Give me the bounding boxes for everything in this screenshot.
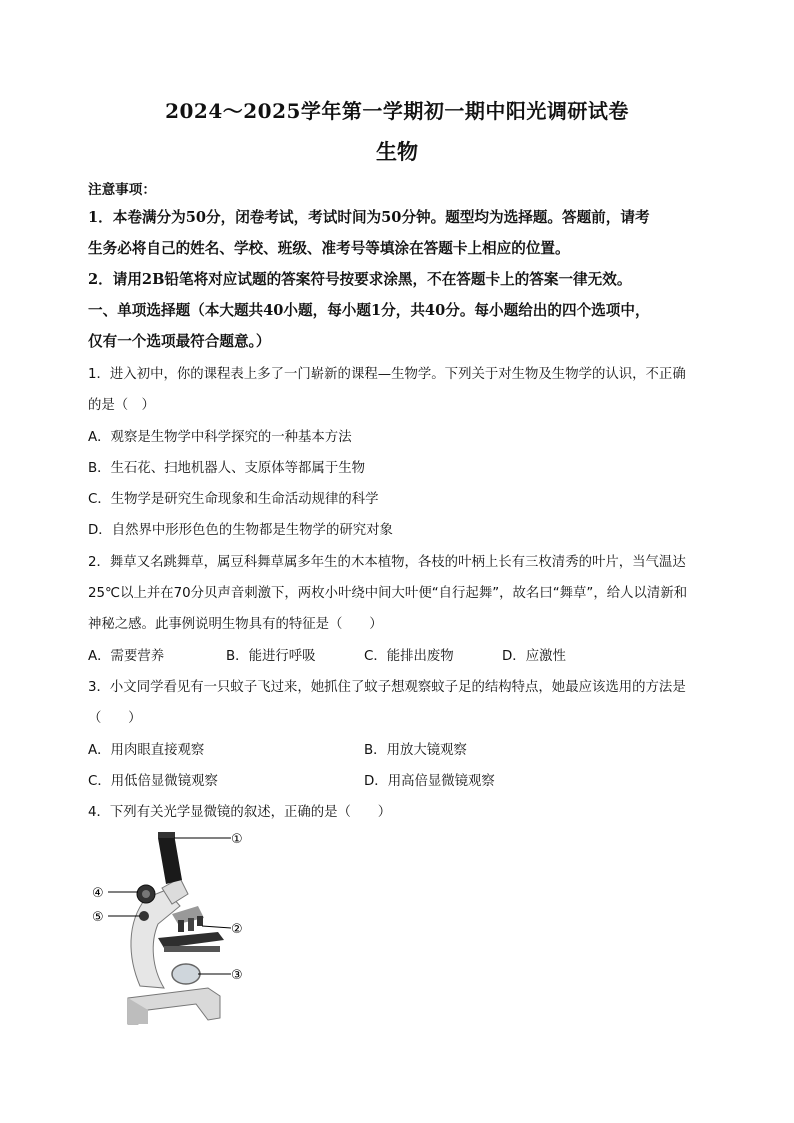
label-1: ①: [231, 832, 243, 847]
note-line-1: 1．本卷满分为50分，闭卷考试，考试时间为50分钟。题型均为选择题。答题前，请考: [88, 209, 650, 226]
q2-stem-line-1: 2．舞草又名跳舞草，属豆科舞草属多年生的木本植物，各枝的叶柄上长有三枚清秀的叶片，当气温达: [88, 555, 686, 570]
q1-stem-line-1: 1．进入初中，你的课程表上多了一门崭新的课程—生物学。下列关于对生物及生物学的认识，不正确: [88, 367, 686, 382]
label-4: ④: [92, 886, 104, 901]
q1-option-c[interactable]: C．生物学是研究生命现象和生命活动规律的科学: [88, 492, 379, 507]
q2-option-c[interactable]: C．能排出废物: [364, 649, 454, 664]
q2-stem-line-3: 神秘之感。此事例说明生物具有的特征是（ ）: [88, 617, 383, 632]
q1-option-a[interactable]: A．观察是生物学中科学探究的一种基本方法: [88, 430, 352, 445]
q3-option-a[interactable]: A．用肉眼直接观察: [88, 743, 205, 758]
q2-option-a[interactable]: A．需要营养: [88, 649, 165, 664]
section-heading-line-2: 仅有一个选项最符合题意。）: [88, 333, 271, 350]
microscope-figure: [88, 828, 258, 1033]
section-heading-line-1: 一、单项选择题（本大题共40小题，每小题1分，共40分。每小题给出的四个选项中，: [88, 302, 650, 319]
q2-option-d[interactable]: D．应激性: [502, 649, 566, 664]
q2-option-b[interactable]: B．能进行呼吸: [226, 649, 316, 664]
q4-stem: 4．下列有关光学显微镜的叙述，正确的是（ ）: [88, 805, 392, 820]
notes-heading: 注意事项：: [88, 182, 156, 198]
q3-stem-line-1: 3．小文同学看见有一只蚊子飞过来，她抓住了蚊子想观察蚊子足的结构特点，她最应该选用的方法是: [88, 680, 686, 695]
q1-option-b[interactable]: B．生石花、扫地机器人、支原体等都属于生物: [88, 461, 365, 476]
q3-stem-line-2: （ ）: [88, 711, 142, 726]
subject-title: 生物: [376, 139, 418, 164]
q3-option-c[interactable]: C．用低倍显微镜观察: [88, 774, 218, 789]
q2-stem-line-2: 25℃以上并在70分贝声音刺激下，两枚小叶绕中间大叶便“自行起舞”，故名曰“舞草”，给人以清新和: [88, 586, 688, 601]
q1-stem-line-2: 的是（ ）: [88, 398, 155, 413]
note-line-2: 生务必将自己的姓名、学校、班级、准考号等填涂在答题卡上相应的位置。: [88, 240, 570, 257]
q3-option-d[interactable]: D．用高倍显微镜观察: [364, 774, 495, 789]
label-2: ②: [231, 922, 243, 937]
q1-option-d[interactable]: D．自然界中形形色色的生物都是生物学的研究对象: [88, 523, 393, 538]
q3-option-b[interactable]: B．用放大镜观察: [364, 743, 467, 758]
label-3: ③: [231, 968, 243, 983]
exam-title: 2024～2025学年第一学期初一期中阳光调研试卷: [165, 99, 629, 123]
note-line-3: 2．请用2B铅笔将对应试题的答案符号按要求涂黑，不在答题卡上的答案一律无效。: [88, 271, 632, 288]
label-5: ⑤: [92, 910, 104, 925]
